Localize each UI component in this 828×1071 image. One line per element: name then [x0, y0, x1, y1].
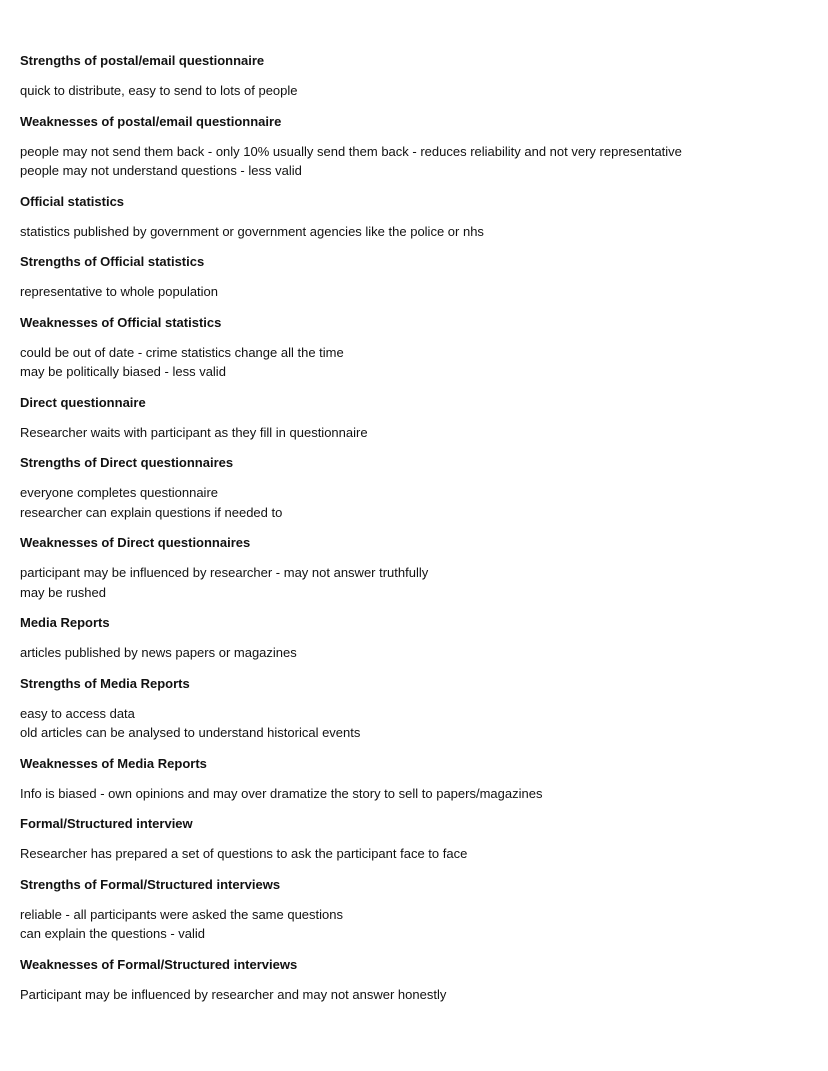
definition-line: everyone completes questionnaire [20, 485, 219, 500]
definition-line: researcher can explain questions if needed to [20, 504, 283, 520]
card-definition [20, 985, 810, 1005]
definition-line: reliable - all participants were asked the same questions [20, 906, 344, 922]
definition-line: people may not understand questions - less valid [20, 163, 302, 178]
card-term: Direct questionnaire [20, 394, 146, 410]
definition-line: could be out of date - crime statistics change all the time [20, 344, 344, 360]
definition-line: participant may be influenced by researcher - may not answer truthfully [20, 565, 429, 580]
definition-line: representative to whole population [20, 284, 219, 299]
card-definition [20, 282, 810, 302]
card-structured-interview-strengths [20, 874, 810, 944]
card-term: Strengths of Formal/Structured interviews [20, 876, 281, 892]
card-media-reports [20, 612, 810, 663]
card-term: Weaknesses of Media Reports [20, 755, 207, 771]
card-definition [20, 343, 810, 382]
card-term: Official statistics [20, 193, 125, 209]
card-term: Formal/Structured interview [20, 816, 193, 831]
card-definition [20, 784, 810, 804]
card-term: Strengths of postal/email questionnaire [20, 53, 265, 68]
definition-line: Researcher has prepared a set of questions to ask the participant face to face [20, 846, 468, 861]
card-term: Weaknesses of Official statistics [20, 314, 222, 330]
card-definition [20, 704, 810, 743]
definition-line: quick to distribute, easy to send to lots of people [20, 83, 298, 98]
card-official-statistics [20, 191, 810, 242]
definition-line: may be politically biased - less valid [20, 364, 226, 379]
card-media-reports-strengths [20, 673, 810, 743]
definition-line: can explain the questions - valid [20, 926, 206, 941]
card-definition [20, 142, 810, 181]
definition-line: people may not send them back - only 10% usually send them back - reduces reliability and not very representative [20, 143, 682, 159]
definition-line: articles published by news papers or magazines [20, 645, 297, 660]
card-structured-interview-weaknesses [20, 954, 810, 1005]
card-term: Strengths of Media Reports [20, 675, 190, 691]
card-term: Weaknesses of Direct questionnaires [20, 535, 251, 550]
definition-line: old articles can be analysed to understand historical events [20, 725, 361, 740]
card-definition [20, 563, 810, 602]
flashcard-document [20, 50, 810, 1014]
card-definition [20, 222, 810, 242]
card-direct-questionnaire [20, 392, 810, 443]
card-official-statistics-weaknesses [20, 312, 810, 382]
card-definition [20, 423, 810, 443]
card-media-reports-weaknesses [20, 753, 810, 804]
card-postal-strengths [20, 50, 810, 101]
card-official-statistics-strengths [20, 251, 810, 302]
card-structured-interview [20, 813, 810, 864]
definition-line: Info is biased - own opinions and may over dramatize the story to sell to papers/magazines [20, 785, 543, 801]
definition-line: Researcher waits with participant as they fill in questionnaire [20, 424, 368, 440]
definition-line: easy to access data [20, 705, 135, 721]
card-term: Weaknesses of Formal/Structured interviews [20, 956, 298, 972]
card-definition [20, 905, 810, 944]
card-direct-questionnaire-weaknesses [20, 532, 810, 602]
definition-line: may be rushed [20, 584, 106, 600]
card-term: Strengths of Official statistics [20, 254, 205, 269]
card-term: Strengths of Direct questionnaires [20, 455, 234, 470]
definition-line: statistics published by government or government agencies like the police or nhs [20, 223, 484, 239]
card-postal-weaknesses [20, 111, 810, 181]
definition-line: Participant may be influenced by researcher and may not answer honestly [20, 986, 447, 1002]
card-term: Media Reports [20, 615, 110, 630]
card-definition [20, 844, 810, 864]
card-definition [20, 483, 810, 522]
card-definition [20, 643, 810, 663]
card-definition [20, 81, 810, 101]
card-term: Weaknesses of postal/email questionnaire [20, 113, 282, 129]
card-direct-questionnaire-strengths [20, 452, 810, 522]
